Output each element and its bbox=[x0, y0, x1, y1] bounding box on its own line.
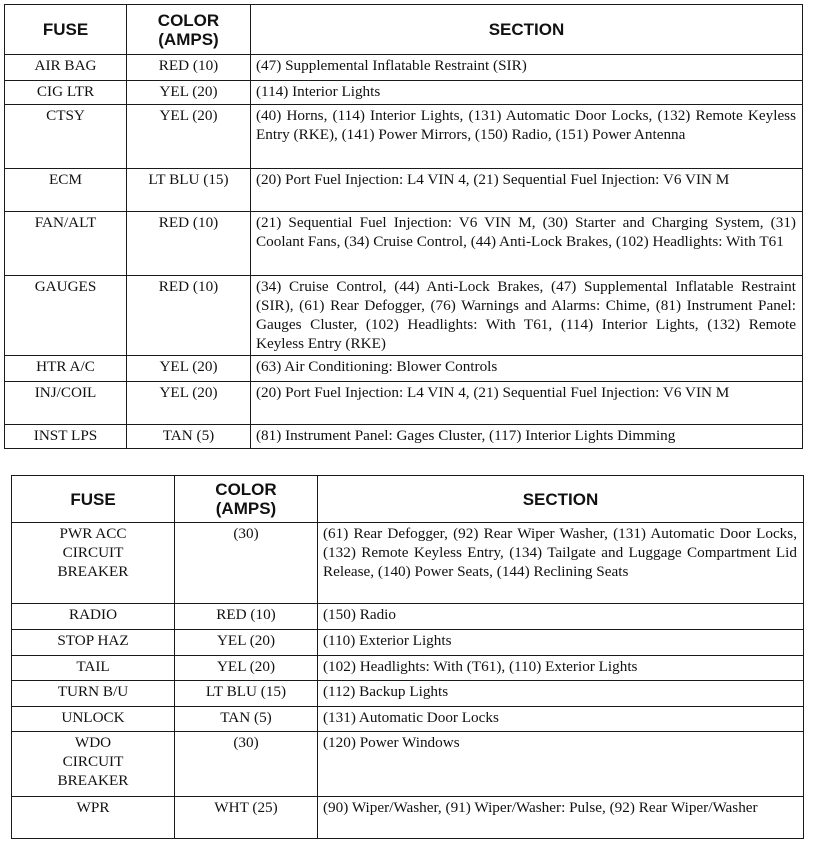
fuse-sections: (112) Backup Lights bbox=[318, 681, 804, 707]
fuse-sections: (150) Radio bbox=[318, 604, 804, 630]
table-header-row bbox=[5, 5, 803, 55]
fuse-sections: (20) Port Fuel Injection: L4 VIN 4, (21) Sequential Fuel Injection: V6 VIN M bbox=[251, 382, 803, 425]
fuse-color-amps: LT BLU (15) bbox=[127, 169, 251, 212]
table-row bbox=[12, 797, 804, 839]
header-color-amps bbox=[127, 5, 251, 55]
fuse-color-amps: LT BLU (15) bbox=[175, 681, 318, 707]
fuse-name: INJ/COIL bbox=[5, 382, 127, 425]
fuse-name: STOP HAZ bbox=[12, 630, 175, 656]
fuse-name: UNLOCK bbox=[12, 707, 175, 732]
fuse-name: CIG LTR bbox=[5, 81, 127, 105]
fuse-name-line: CIRCUIT bbox=[62, 544, 124, 561]
fuse-name: WPR bbox=[12, 797, 175, 839]
header-color-amps bbox=[175, 476, 318, 523]
table-row bbox=[12, 732, 804, 797]
fuse-name bbox=[12, 523, 175, 604]
table-row bbox=[12, 523, 804, 604]
table-row bbox=[5, 382, 803, 425]
fuse-sections: (63) Air Conditioning: Blower Controls bbox=[251, 356, 803, 382]
fuse-name: CTSY bbox=[5, 105, 127, 169]
fuse-name: ECM bbox=[5, 169, 127, 212]
fuse-name: FAN/ALT bbox=[5, 212, 127, 276]
fuse-sections: (102) Headlights: With (T61), (110) Exterior Lights bbox=[318, 656, 804, 681]
fuse-sections: (34) Cruise Control, (44) Anti-Lock Brakes, (47) Supplemental Inflatable Restraint (SIR), (61) Rear Defogger, (76) Warnings and Alarms: Chime, (81) Instrument Panel: Gauges Cluster, (102) Headlights: With T61, (114) Interior Lights, (132) Remote Keyless Entry (RKE) bbox=[251, 276, 803, 356]
fuse-color-amps: TAN (5) bbox=[175, 707, 318, 732]
fuse-sections: (131) Automatic Door Locks bbox=[318, 707, 804, 732]
header-fuse: FUSE bbox=[12, 476, 175, 523]
fuse-color-amps: RED (10) bbox=[127, 212, 251, 276]
fuse-sections: (40) Horns, (114) Interior Lights, (131) Automatic Door Locks, (132) Remote Keyless Entry (RKE), (141) Power Mirrors, (150) Radio, (151) Power Antenna bbox=[251, 105, 803, 169]
fuse-color-amps: (30) bbox=[175, 523, 318, 604]
fuse-name: RADIO bbox=[12, 604, 175, 630]
table-header-row bbox=[12, 476, 804, 523]
header-fuse: FUSE bbox=[5, 5, 127, 55]
fuse-color-amps: YEL (20) bbox=[127, 105, 251, 169]
fuse-name-line: PWR ACC bbox=[59, 525, 127, 542]
header-color-label: COLOR bbox=[157, 10, 220, 30]
table-row bbox=[12, 707, 804, 732]
fuse-color-amps: (30) bbox=[175, 732, 318, 797]
fuse-name-line: CIRCUIT bbox=[62, 753, 124, 770]
fuse-table-1 bbox=[4, 4, 803, 449]
table-row bbox=[5, 169, 803, 212]
fuse-name-line: WDO bbox=[74, 734, 112, 751]
fuse-color-amps: RED (10) bbox=[127, 276, 251, 356]
fuse-name: INST LPS bbox=[5, 425, 127, 449]
table-row bbox=[5, 276, 803, 356]
fuse-sections: (47) Supplemental Inflatable Restraint (SIR) bbox=[251, 55, 803, 81]
header-section: SECTION bbox=[251, 5, 803, 55]
fuse-color-amps: RED (10) bbox=[127, 55, 251, 81]
table-row bbox=[5, 81, 803, 105]
fuse-sections: (21) Sequential Fuel Injection: V6 VIN M, (30) Starter and Charging System, (31) Coolant Fans, (34) Cruise Control, (44) Anti-Lock Brakes, (102) Headlights: With T61 bbox=[251, 212, 803, 276]
fuse-table-2 bbox=[11, 475, 804, 839]
fuse-color-amps: YEL (20) bbox=[175, 656, 318, 681]
fuse-color-amps: RED (10) bbox=[175, 604, 318, 630]
table-row bbox=[5, 55, 803, 81]
fuse-name: TAIL bbox=[12, 656, 175, 681]
fuse-color-amps: YEL (20) bbox=[175, 630, 318, 656]
fuse-sections: (110) Exterior Lights bbox=[318, 630, 804, 656]
table-row bbox=[5, 105, 803, 169]
table-row bbox=[12, 656, 804, 681]
fuse-color-amps: YEL (20) bbox=[127, 382, 251, 425]
fuse-sections: (81) Instrument Panel: Gages Cluster, (117) Interior Lights Dimming bbox=[251, 425, 803, 449]
header-section: SECTION bbox=[318, 476, 804, 523]
fuse-sections: (90) Wiper/Washer, (91) Wiper/Washer: Pulse, (92) Rear Wiper/Washer bbox=[318, 797, 804, 839]
table-row bbox=[12, 681, 804, 707]
fuse-sections: (20) Port Fuel Injection: L4 VIN 4, (21) Sequential Fuel Injection: V6 VIN M bbox=[251, 169, 803, 212]
fuse-sections: (120) Power Windows bbox=[318, 732, 804, 797]
header-amps-label: (AMPS) bbox=[215, 499, 277, 518]
table-row bbox=[12, 630, 804, 656]
header-color-label: COLOR bbox=[215, 480, 277, 499]
fuse-color-amps: YEL (20) bbox=[127, 81, 251, 105]
table-row bbox=[5, 356, 803, 382]
fuse-name-line: BREAKER bbox=[57, 563, 129, 580]
fuse-name: HTR A/C bbox=[5, 356, 127, 382]
header-amps-label: (AMPS) bbox=[158, 29, 219, 49]
fuse-sections: (61) Rear Defogger, (92) Rear Wiper Washer, (131) Automatic Door Locks, (132) Remote Keyless Entry, (134) Tailgate and Luggage Compartment Lid Release, (140) Power Seats, (144) Reclining Seats bbox=[318, 523, 804, 604]
fuse-color-amps: TAN (5) bbox=[127, 425, 251, 449]
fuse-name: TURN B/U bbox=[12, 681, 175, 707]
fuse-name bbox=[12, 732, 175, 797]
fuse-name: GAUGES bbox=[5, 276, 127, 356]
fuse-color-amps: YEL (20) bbox=[127, 356, 251, 382]
fuse-name-line: BREAKER bbox=[57, 772, 129, 789]
table-row bbox=[5, 425, 803, 449]
fuse-name: AIR BAG bbox=[5, 55, 127, 81]
table-row bbox=[5, 212, 803, 276]
fuse-color-amps: WHT (25) bbox=[175, 797, 318, 839]
fuse-sections: (114) Interior Lights bbox=[251, 81, 803, 105]
table-row bbox=[12, 604, 804, 630]
